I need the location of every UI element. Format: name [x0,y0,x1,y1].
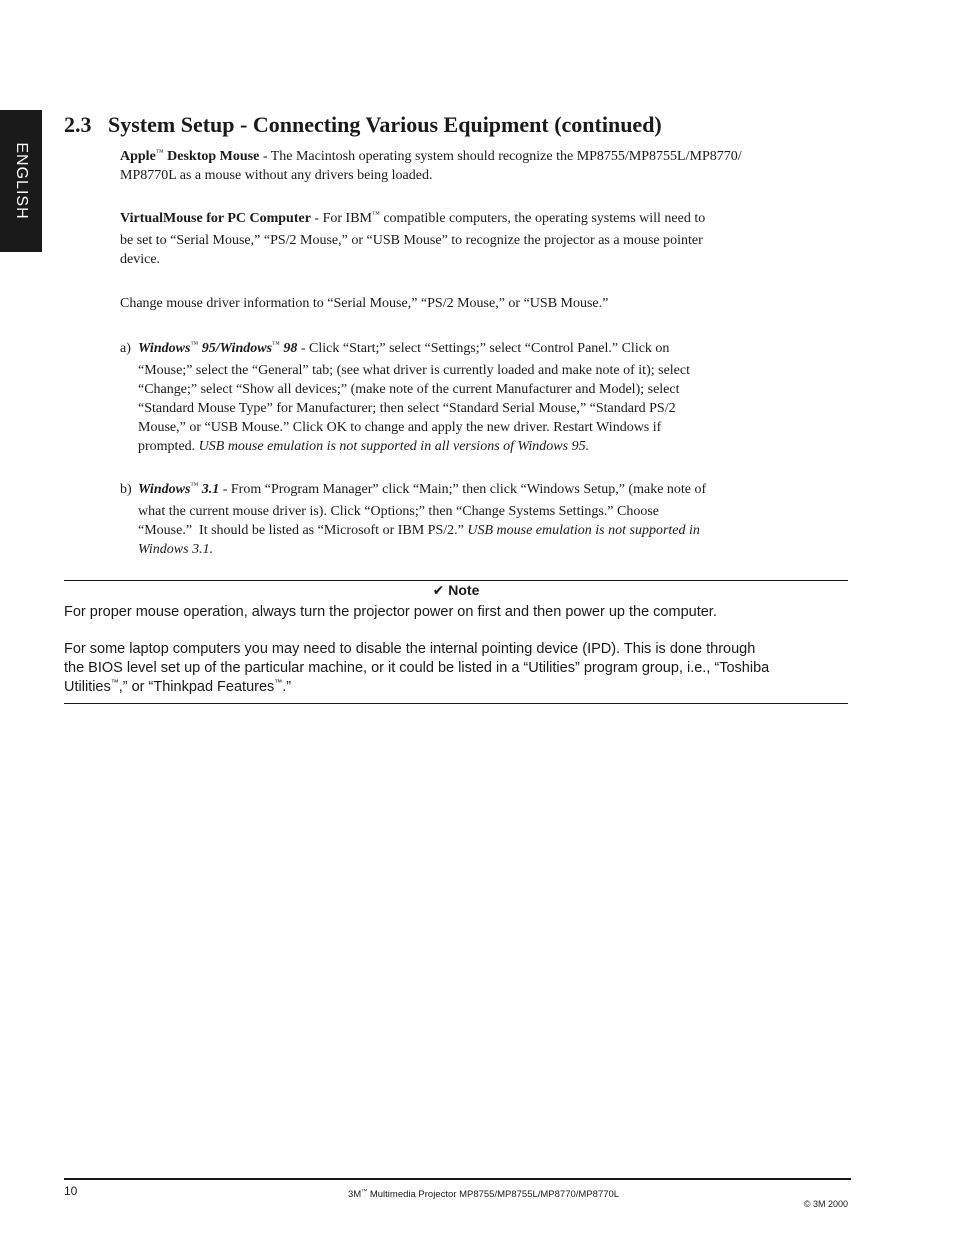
note-paragraph-1: For proper mouse operation, always turn the projector power on first and then power up the computer. [64,604,717,620]
apple-mouse-text: - The Macintosh operating system should recognize the MP8755/MP8755L/MP8770/ [259,149,742,164]
note-p2-line-3 [64,678,854,697]
step-a-body [138,339,790,456]
step-b-label: b) [120,482,132,497]
step-a-text-1: - Click “Start;” select “Settings;” select “Control Panel.” Click on [297,341,670,356]
os-name-98: 98 [279,341,298,356]
step-b-windows-31 [120,480,790,559]
note-thinkpad-text: ,” or “Thinkpad Features [118,679,275,695]
virtualmouse-text-pre: - For IBM [310,211,372,226]
step-a-line-1 [138,339,790,358]
language-label: ENGLISH [13,142,30,220]
step-a-line-4: “Standard Mouse Type” for Manufacturer; then select “Standard Serial Mouse,” “Standard PS/2 [138,401,676,416]
virtualmouse-paragraph [120,209,840,269]
step-b-line-3 [138,521,790,540]
note-paragraph-2 [64,640,854,697]
step-a-windows-95-98 [120,339,790,456]
step-b-line-2: what the current mouse driver is). Click “Options;” then “Change Systems Settings.” Choose [138,504,660,519]
step-b-body [138,480,790,559]
note-utilities-text: Utilities [64,679,111,695]
apple-mouse-line-1 [120,147,840,166]
footer-brand: 3M [348,1189,362,1200]
page-number: 10 [64,1184,78,1198]
apple-mouse-paragraph [120,147,840,185]
language-side-tab [0,110,42,252]
footer-rule [64,1178,851,1180]
trademark-mark: ™ [190,339,199,349]
os-name-3-1: 3.1 [198,482,220,497]
virtualmouse-line-2: be set to “Serial Mouse,” “PS/2 Mouse,” or “USB Mouse” to recognize the projector as a mouse pointer [120,233,703,248]
note-p2-line-2: the BIOS level set up of the particular machine, or it could be listed in a “Utilities” program group, i.e., “Toshiba [64,660,770,676]
step-b-line-1 [138,480,790,499]
note-top-rule [64,580,848,581]
step-b-text-3: “Mouse.” It should be listed as “Microsoft or IBM PS/2.” [138,523,468,538]
step-a-line-3: “Change;” select “Show all devices;” (make note of the current Manufacturer and Model); select [138,382,680,397]
step-a-line-5: Mouse,” or “USB Mouse.” Click OK to change and apply the new driver. Restart Windows if [138,420,662,435]
apple-mouse-name: Apple [120,149,156,164]
footer-product-name [348,1189,619,1200]
trademark-mark: ™ [272,339,280,349]
step-a-text-6: prompted. [138,439,199,454]
note-bottom-rule [64,703,848,704]
os-name-95-windows: 95/Windows [198,341,273,356]
step-b-usb-note: USB mouse emulation is not supported in [467,523,700,538]
step-b-text-1: - From “Program Manager” click “Main;” then click “Windows Setup,” (make note of [219,482,707,497]
footer-model-list: Multimedia Projector MP8755/MP8755L/MP8770/MP8770L [367,1189,620,1200]
step-b-usb-note-end: Windows 3.1. [138,542,214,557]
trademark-mark: ™ [371,209,380,219]
apple-mouse-name-suffix: Desktop Mouse [163,149,260,164]
trademark-mark: ™ [361,1188,368,1195]
note-p2-line-1: For some laptop computers you may need to disable the internal pointing device (IPD). This is done through [64,641,756,657]
trademark-mark: ™ [110,678,119,688]
step-a-line-2: “Mouse;” select the “General” tab; (see what driver is currently loaded and make note of it); select [138,363,690,378]
apple-mouse-line-2: MP8770L as a mouse without any drivers being loaded. [120,168,433,183]
os-name-windows: Windows [138,482,191,497]
virtualmouse-line-1 [120,209,840,228]
note-end-text: .” [282,679,292,695]
virtualmouse-line-3: device. [120,252,161,267]
virtualmouse-name: VirtualMouse for PC Computer [120,211,311,226]
change-driver-paragraph: Change mouse driver information to “Serial Mouse,” “PS/2 Mouse,” or “USB Mouse.” [120,296,609,311]
step-a-label: a) [120,341,131,356]
trademark-mark: ™ [155,147,164,157]
footer-copyright: © 3M 2000 [803,1199,848,1209]
step-a-usb-note: USB mouse emulation is not supported in all versions of Windows 95. [198,439,590,454]
section-title: 2.3 System Setup - Connecting Various Equipment (continued) [64,112,662,137]
step-a-line-6 [138,437,790,456]
trademark-mark: ™ [274,678,283,688]
virtualmouse-text: compatible computers, the operating systems will need to [379,211,706,226]
os-name-windows: Windows [138,341,191,356]
step-b-line-4 [138,540,790,559]
trademark-mark: ™ [190,480,199,490]
note-heading: ✔ Note [432,582,480,598]
